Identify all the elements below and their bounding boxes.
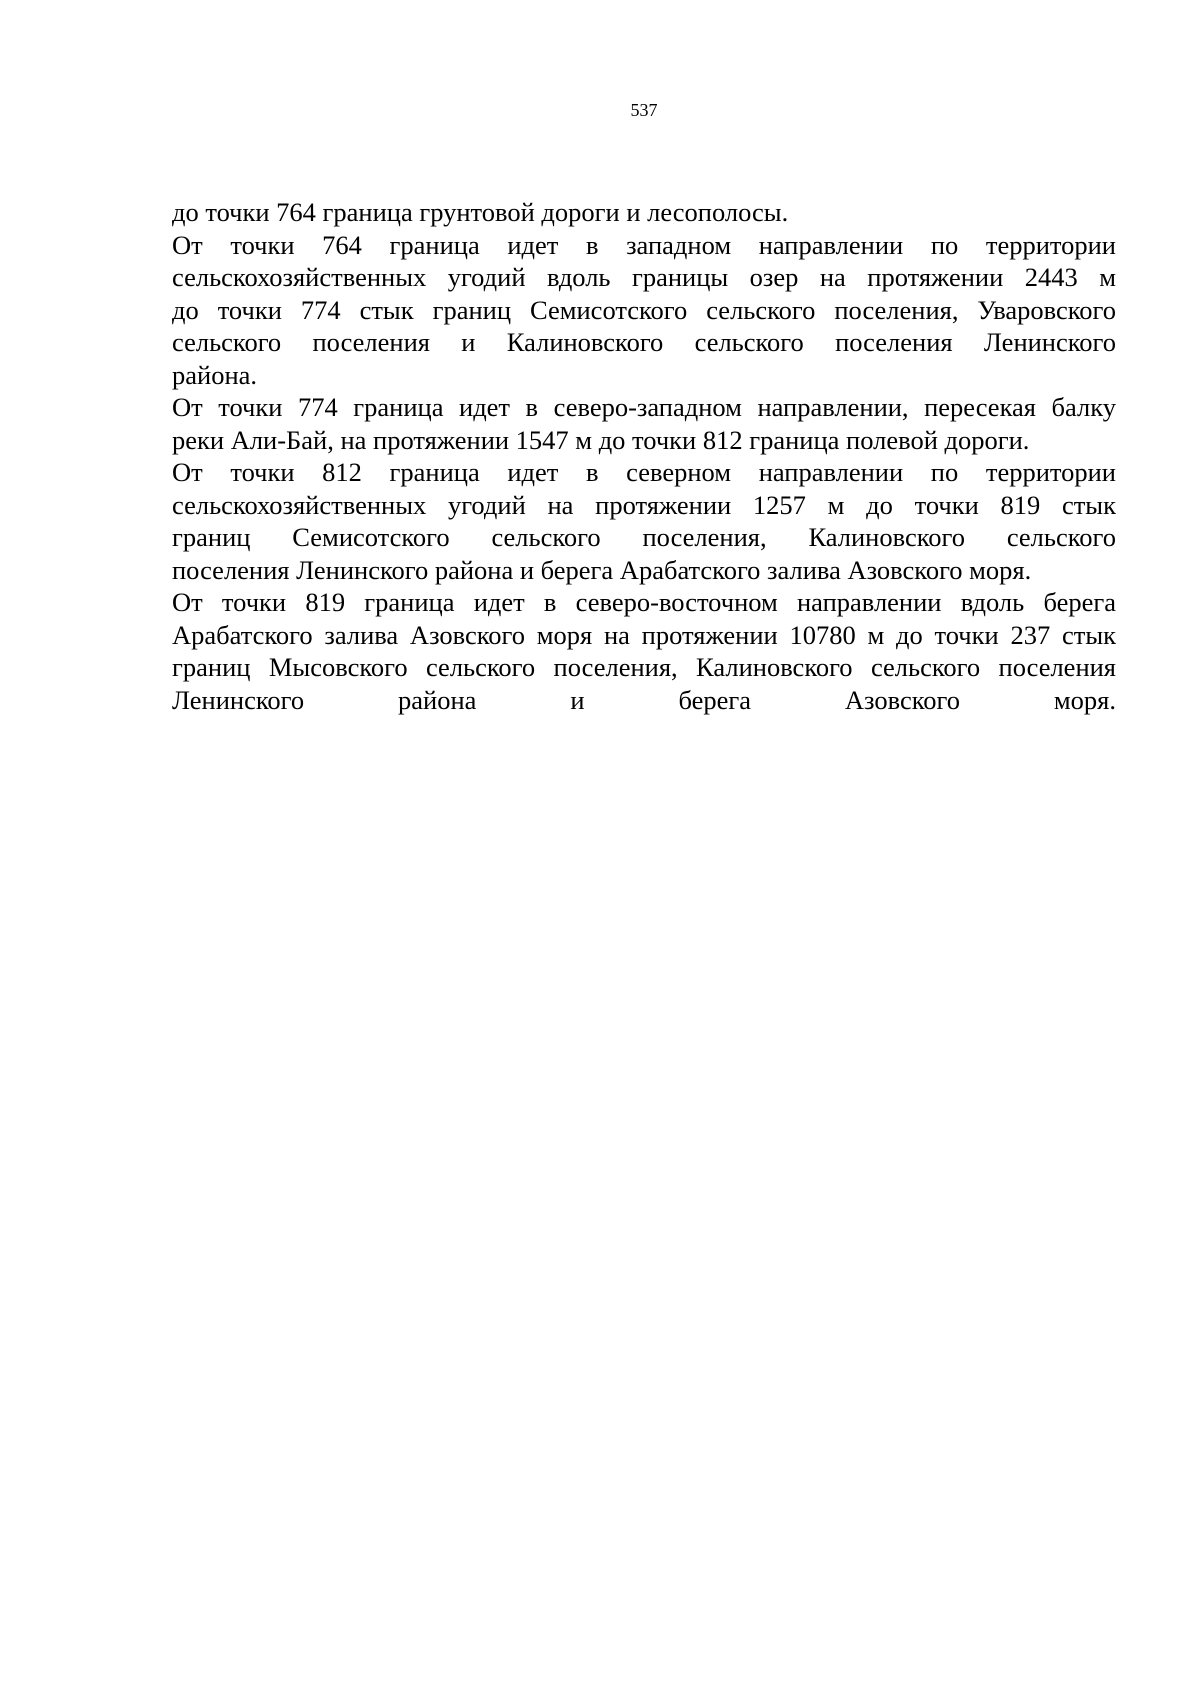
text-line: сельскохозяйственных угодий вдоль границы озер на протяжении 2443 м bbox=[172, 262, 1116, 292]
text-line: Арабатского залива Азовского моря на протяжении 10780 м до точки 237 стык bbox=[172, 619, 1116, 650]
text-line: От точки 819 граница идет в северо-восточном направлении вдоль берега bbox=[172, 587, 1116, 617]
text-line: границ Мысовского сельского поселения, Калиновского сельского поселения bbox=[172, 652, 1116, 682]
text-line: сельскохозяйственных угодий на протяжении 1257 м до точки 819 стык bbox=[172, 489, 1116, 520]
document-body bbox=[172, 196, 1116, 716]
text-line: границ Семисотского сельского поселения, Калиновского сельского bbox=[172, 522, 1116, 552]
text-line: реки Али-Бай, на протяжении 1547 м до точки 812 граница полевой дороги. bbox=[172, 424, 1030, 455]
text-line: до точки 764 граница грунтовой дороги и лесополосы. bbox=[172, 197, 789, 227]
text-line: От точки 764 граница идет в западном направлении по территории bbox=[172, 229, 1116, 260]
text-line: до точки 774 стык границ Семисотского сельского поселения, Уваровского bbox=[172, 294, 1116, 325]
text-line: От точки 812 граница идет в северном направлении по территории bbox=[172, 457, 1116, 487]
text-line: поселения Ленинского района и берега Арабатского залива Азовского моря. bbox=[172, 554, 1032, 585]
text-line: района. bbox=[172, 359, 258, 390]
text-line: Ленинского района и берега Азовского моря. bbox=[172, 684, 1116, 715]
text-line: От точки 774 граница идет в северо-западном направлении, пересекая балку bbox=[172, 392, 1116, 422]
page-number: 537 bbox=[630, 100, 658, 120]
text-line: сельского поселения и Калиновского сельского поселения Ленинского bbox=[172, 327, 1116, 357]
